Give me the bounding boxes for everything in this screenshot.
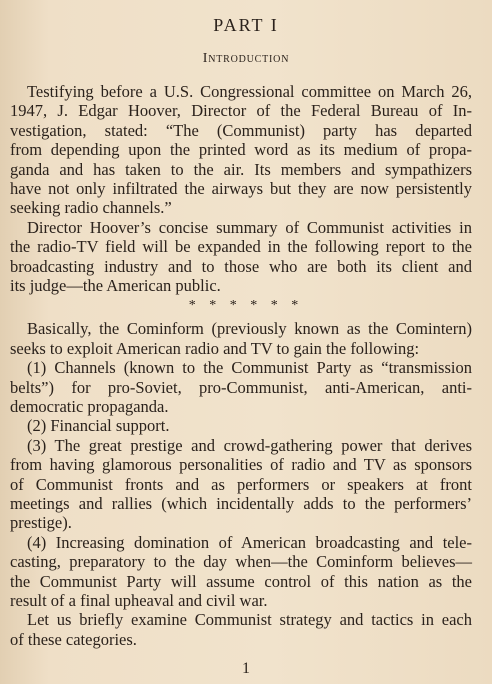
paragraph-line: Let us briefly examine Communist strategy and tactics in each bbox=[27, 610, 472, 630]
paragraph-line: its judge—the American public. bbox=[10, 276, 221, 295]
paragraph-line: seeks to exploit American radio and TV to gain the following: bbox=[10, 338, 420, 358]
paragraph-line: have not only infiltrated the airways but they are now persistently bbox=[10, 179, 472, 198]
paragraph-line: 1947, J. Edgar Hoover, Director of the Federal Bureau of In- bbox=[10, 101, 472, 121]
list-item-line: democratic propaganda. bbox=[10, 397, 169, 416]
section-heading: Introduction bbox=[202, 51, 290, 66]
paragraph-line: from depending upon the printed word as its medium of propa- bbox=[10, 140, 472, 160]
list-item-line: (1) Channels (known to the Communist Party as “transmission bbox=[27, 358, 472, 378]
list-item-line: (3) The great prestige and crowd-gathering power that derives bbox=[27, 435, 472, 455]
list-item-line: casting, preparatory to the day when—the Cominform believes— bbox=[10, 552, 472, 572]
paragraph-line: vestigation, stated: “The (Communist) party has departed bbox=[10, 120, 472, 140]
list-item-line: of Communist fronts and as performers or speakers at front bbox=[10, 474, 472, 494]
list-item-line: belts”) for pro-Soviet, pro-Communist, anti-American, anti- bbox=[10, 377, 472, 397]
list-item-line: result of a final upheaval and civil war. bbox=[10, 591, 268, 610]
section-separator: * * * * * * bbox=[188, 298, 304, 314]
paragraph-line: Basically, the Cominform (previously known as the Comintern) bbox=[27, 319, 472, 339]
paragraph-line: broadcasting industry and to those who are both its client and bbox=[10, 256, 472, 276]
list-item-line: the Communist Party will assume control of this nation as the bbox=[10, 571, 472, 591]
page-number: 1 bbox=[242, 660, 250, 678]
paragraph-line: Director Hoover’s concise summary of Communist activities in bbox=[27, 217, 472, 237]
list-item-line: (2) Financial support. bbox=[27, 416, 170, 436]
paragraph-line: ganda and has taken to the air. Its members and sympathizers bbox=[10, 159, 472, 179]
paragraph-line: seeking radio channels.” bbox=[10, 198, 172, 218]
paragraph-line: of these categories. bbox=[10, 629, 137, 649]
list-item-line: prestige). bbox=[10, 513, 72, 533]
list-item-line: from having glamorous personalities of radio and TV as sponsors bbox=[10, 455, 472, 475]
list-item-line: (4) Increasing domination of American broadcasting and tele- bbox=[27, 532, 472, 552]
paragraph-line: the radio-TV field will be expanded in the following report to the bbox=[10, 237, 472, 257]
part-title: PART I bbox=[213, 15, 279, 35]
paragraph-line: Testifying before a U.S. Congressional committee on March 26, bbox=[27, 82, 472, 101]
list-item-line: meetings and rallies (which incidentally adds to the performers’ bbox=[10, 494, 472, 513]
